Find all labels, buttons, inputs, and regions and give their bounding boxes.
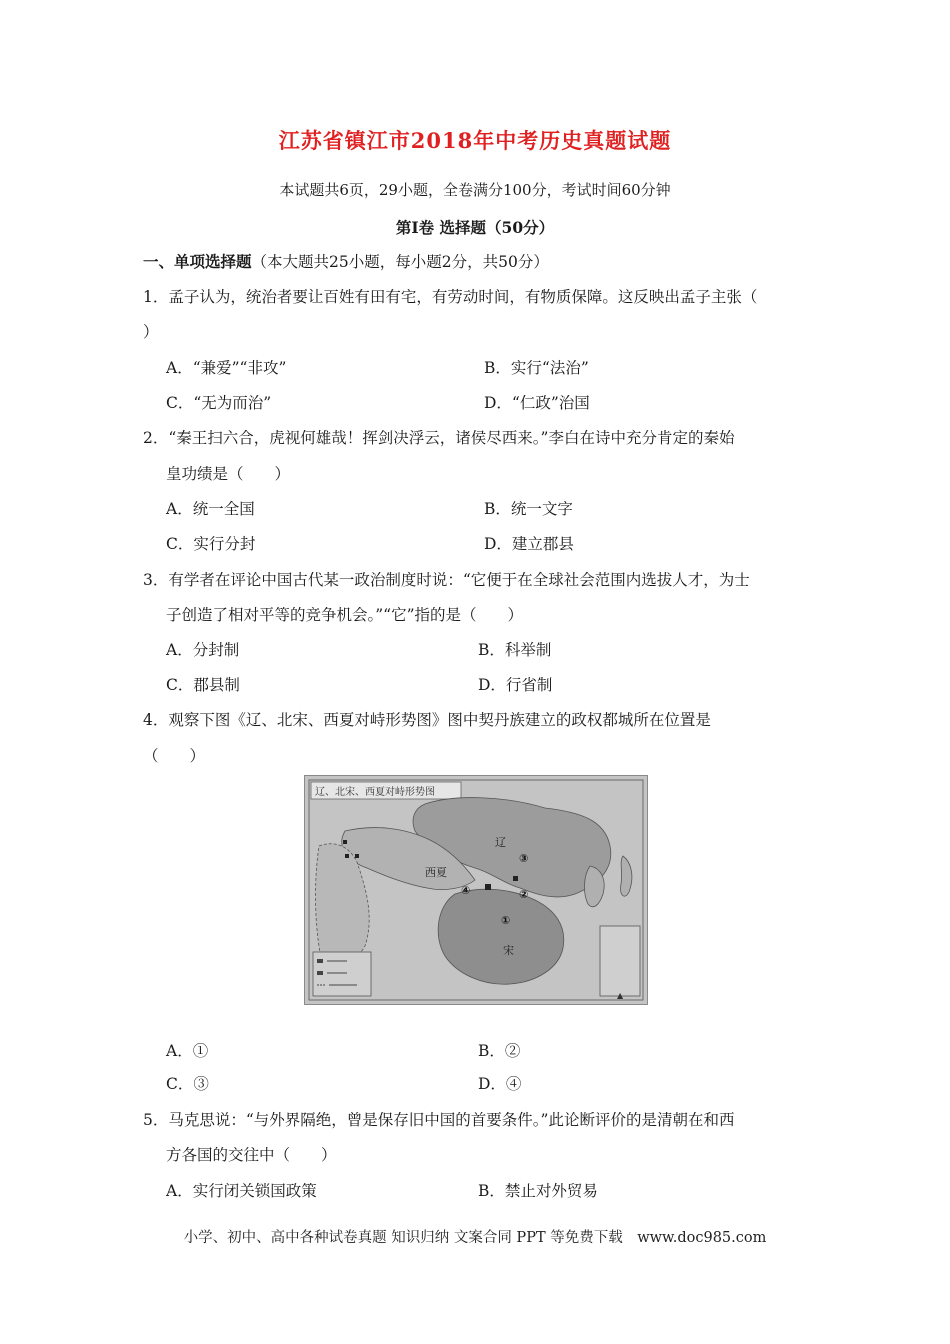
q4-line2: （ ） (143, 747, 206, 765)
q5-line2: 方各国的交往中（ ） (166, 1146, 337, 1164)
map-marker-3: ③ (519, 852, 529, 865)
q3-line2: 子创造了相对平等的竞争机会。”“它”指的是（ ） (166, 606, 524, 624)
q4-option-a: A．① (166, 1042, 209, 1060)
q1-option-d: D．“仁政”治国 (484, 394, 590, 412)
map-label-liao: 辽 (495, 836, 506, 849)
q2-option-d: D．建立郡县 (484, 535, 574, 553)
q3-option-c: C．郡县制 (166, 676, 240, 694)
page-footer: 小学、初中、高中各种试卷真题 知识归纳 文案合同 PPT 等免费下载 www.doc985.com (183, 1230, 767, 1246)
map-marker-1: ① (501, 914, 511, 927)
exam-intro: 本试题共6页，29小题，全卷满分100分，考试时间60分钟 (279, 181, 671, 199)
q2-option-a: A．统一全国 (166, 500, 255, 518)
q1-line2: ） (143, 323, 159, 341)
q1-line1: 1．孟子认为，统治者要让百姓有田有宅，有劳动时间，有物质保障。这反映出孟子主张（ (143, 288, 758, 306)
q4-option-c: C．③ (166, 1075, 209, 1093)
q3-line1: 3．有学者在评论中国古代某一政治制度时说：“它便于在全球社会范围内选拔人才，为士 (143, 571, 750, 589)
q1-option-a: A．“兼爱”“非攻” (166, 359, 287, 377)
map-figure (304, 775, 648, 1005)
q1-option-c: C．“无为而治” (166, 394, 272, 412)
q5-line1: 5．马克思说：“与外界隔绝，曾是保存旧中国的首要条件。”此论断评价的是清朝在和西 (143, 1111, 735, 1129)
map-label-xixia: 西夏 (425, 866, 447, 879)
q2-option-b: B．统一文字 (484, 500, 573, 518)
section1-heading: 一、单项选择题 (143, 252, 252, 271)
q2-line1: 2．“秦王扫六合，虎视何雄哉！挥剑决浮云，诸侯尽西来。”李白在诗中充分肯定的秦始 (143, 429, 735, 447)
q5-option-a: A．实行闭关锁国政策 (166, 1182, 317, 1200)
q5-option-b: B．禁止对外贸易 (478, 1182, 598, 1200)
map-caption: 辽、北宋、西夏对峙形势图 (315, 787, 435, 798)
svg-text:▲: ▲ (617, 991, 624, 1000)
q4-line1: 4．观察下图《辽、北宋、西夏对峙形势图》图中契丹族建立的政权都城所在位置是 (143, 711, 711, 729)
section1-header (143, 250, 549, 272)
part1-title: 第Ⅰ卷 选择题（50分） (395, 218, 555, 237)
section1-note: （本大题共25小题，每小题2分，共50分） (251, 253, 549, 271)
q3-option-a: A．分封制 (166, 641, 240, 659)
q2-option-c: C．实行分封 (166, 535, 256, 553)
q3-option-b: B．科举制 (478, 641, 552, 659)
map-image (305, 776, 647, 1004)
map-marker-4: ④ (461, 884, 471, 897)
page-title: 江苏省镇江市2018年中考历史真题试题 (278, 128, 672, 153)
q2-line2: 皇功绩是（ ） (166, 465, 291, 483)
map-marker-2: ② (519, 888, 529, 901)
q4-option-b: B．② (478, 1042, 521, 1060)
map-label-song: 宋 (503, 944, 514, 957)
q1-option-b: B．实行“法治” (484, 359, 589, 377)
q4-option-d: D．④ (478, 1075, 522, 1093)
q3-option-d: D．行省制 (478, 676, 553, 694)
